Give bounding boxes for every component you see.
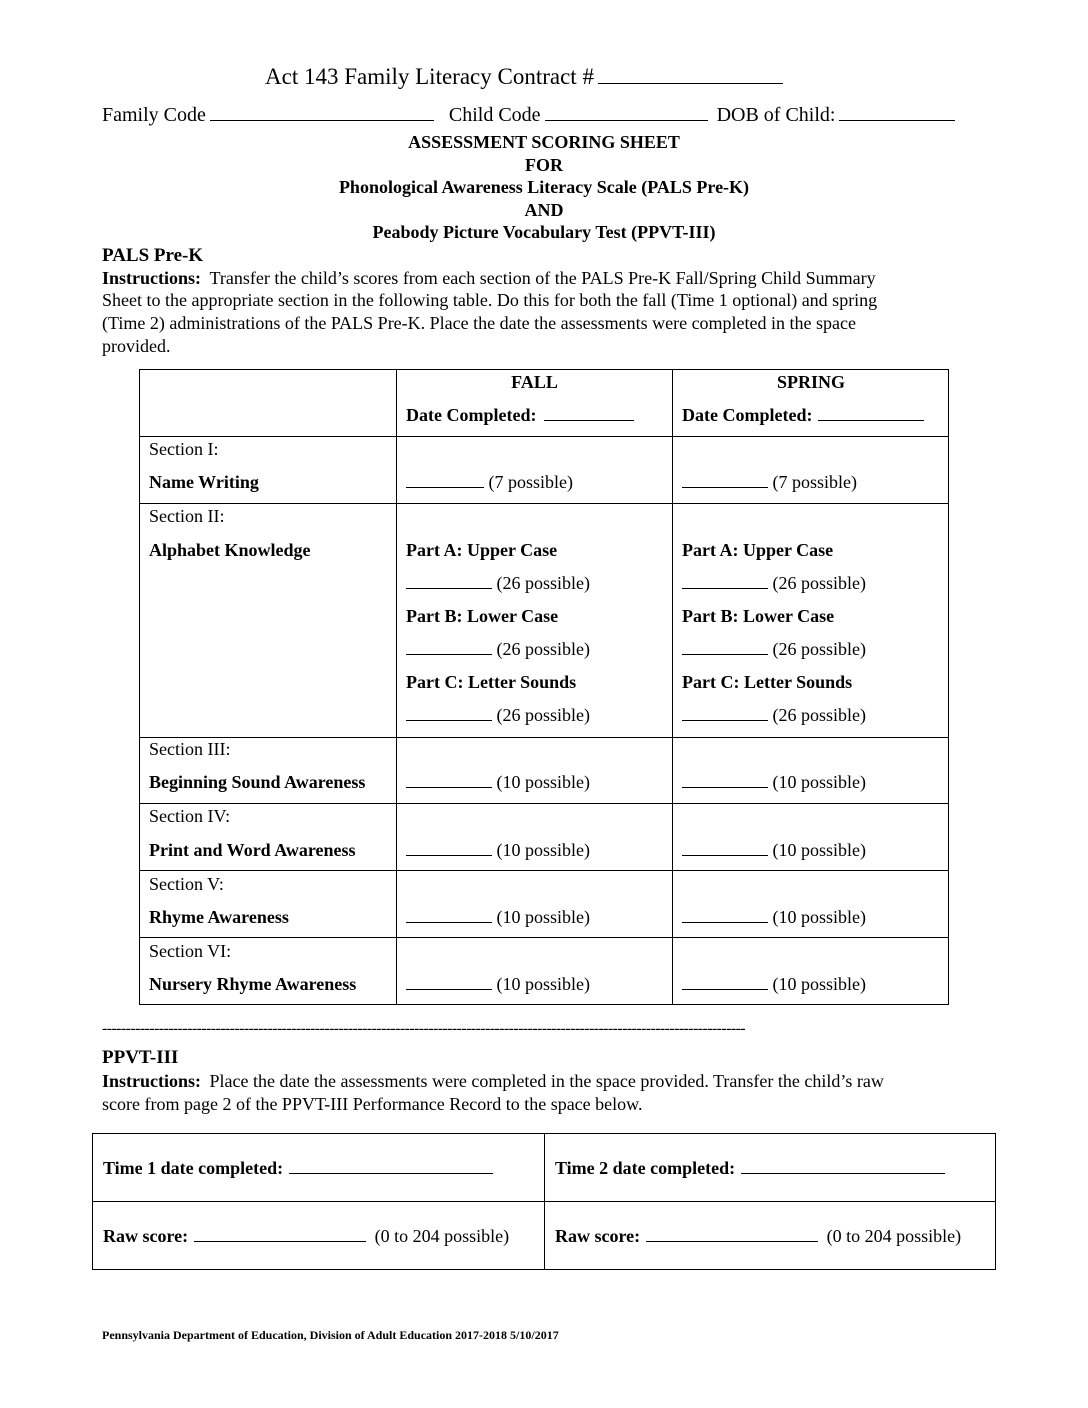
- raw-score-label: Raw score:: [103, 1226, 189, 1246]
- section-5-name: Rhyme Awareness: [149, 907, 289, 927]
- ppvt-instructions-1: [102, 1071, 884, 1092]
- pals-row-divider: [139, 870, 949, 871]
- child-code-field[interactable]: [545, 119, 708, 121]
- possible-label: (26 possible): [772, 639, 866, 659]
- spring-part-c-label: Part C: Letter Sounds: [682, 672, 853, 692]
- score-field[interactable]: [682, 854, 768, 856]
- possible-label: (7 possible): [772, 472, 857, 492]
- section-2-label: Section II:: [149, 506, 225, 526]
- possible-label: (26 possible): [496, 639, 590, 659]
- time1-date-field[interactable]: [289, 1172, 493, 1174]
- score-field[interactable]: [406, 486, 484, 488]
- section-6-fall-score: [406, 974, 590, 994]
- section-4-label: Section IV:: [149, 806, 231, 826]
- section-6-name: Nursery Rhyme Awareness: [149, 974, 357, 994]
- section-2-name: Alphabet Knowledge: [149, 540, 311, 560]
- ppvt-heading: PPVT-III: [102, 1047, 179, 1068]
- time2-raw-score: [555, 1226, 961, 1246]
- section-5-fall-score: [406, 907, 590, 927]
- pals-row-divider: [139, 737, 949, 738]
- section-3-name: Beginning Sound Awareness: [149, 772, 366, 792]
- possible-label: (26 possible): [496, 705, 590, 725]
- codes-line: [102, 104, 955, 127]
- pals-row-divider: [139, 503, 949, 504]
- contract-line: [265, 64, 783, 90]
- score-field[interactable]: [406, 587, 492, 589]
- spring-date-completed: [682, 405, 924, 425]
- spring-header: SPRING: [776, 372, 845, 392]
- title-line-1: ASSESSMENT SCORING SHEET: [408, 132, 680, 152]
- score-field[interactable]: [406, 921, 492, 923]
- fall-header: FALL: [511, 372, 558, 392]
- section-1-name: Name Writing: [149, 472, 259, 492]
- footer-text: Pennsylvania Department of Education, Division of Adult Education 2017-2018 5/10/2017: [102, 1328, 559, 1342]
- time2-date-completed: [555, 1158, 945, 1178]
- score-field[interactable]: [406, 653, 492, 655]
- pals-instructions-text-1: Transfer the child’s scores from each section of the PALS Pre-K Fall/Spring Child Summary: [209, 268, 876, 288]
- ppvt-instructions-2: score from page 2 of the PPVT-III Performance Record to the space below.: [102, 1094, 643, 1114]
- pals-row-divider: [139, 803, 949, 804]
- time2-date-field[interactable]: [741, 1172, 945, 1174]
- time1-date-completed: [103, 1158, 493, 1178]
- section-1-label: Section I:: [149, 439, 219, 459]
- title-line-3: Phonological Awareness Literacy Scale (PALS Pre-K): [338, 177, 750, 197]
- pals-instructions-4: provided.: [102, 336, 171, 356]
- section-4-spring-score: [682, 840, 866, 860]
- fall-part-c-score: [406, 705, 590, 725]
- fall-part-a-label: Part A: Upper Case: [406, 540, 558, 560]
- title-line-2: FOR: [525, 155, 563, 175]
- possible-label: (26 possible): [496, 573, 590, 593]
- child-code-label: Child Code: [448, 104, 541, 126]
- section-6-spring-score: [682, 974, 866, 994]
- pals-col-divider-2: [672, 369, 673, 1005]
- possible-label: (10 possible): [496, 974, 590, 994]
- pals-row-divider: [139, 937, 949, 938]
- score-field[interactable]: [682, 719, 768, 721]
- raw-score-range: (0 to 204 possible): [826, 1226, 962, 1246]
- title-line-5: Peabody Picture Vocabulary Test (PPVT-III): [372, 222, 716, 242]
- section-1-fall-score: [406, 472, 573, 492]
- possible-label: (10 possible): [772, 772, 866, 792]
- section-4-fall-score: [406, 840, 590, 860]
- score-field[interactable]: [682, 653, 768, 655]
- section-4-name: Print and Word Awareness: [149, 840, 356, 860]
- ppvt-row-divider: [92, 1201, 996, 1202]
- separator-line: ----------------------------------------------------------------------------------------------------------------------------------------: [102, 1020, 746, 1037]
- fall-part-a-score: [406, 573, 590, 593]
- section-3-label: Section III:: [149, 739, 231, 759]
- possible-label: (10 possible): [772, 974, 866, 994]
- time1-raw-score-field[interactable]: [194, 1240, 366, 1242]
- possible-label: (26 possible): [772, 705, 866, 725]
- title-line-4: AND: [524, 200, 564, 220]
- spring-part-b-label: Part B: Lower Case: [682, 606, 835, 626]
- fall-date-completed: [406, 405, 634, 425]
- fall-part-c-label: Part C: Letter Sounds: [406, 672, 577, 692]
- pals-instructions-1: [102, 268, 876, 289]
- score-field[interactable]: [406, 719, 492, 721]
- time1-raw-score: [103, 1226, 509, 1246]
- dob-label: DOB of Child:: [716, 104, 836, 126]
- fall-date-label: Date Completed:: [406, 405, 537, 425]
- possible-label: (26 possible): [772, 573, 866, 593]
- section-1-spring-score: [682, 472, 857, 492]
- pals-row-divider: [139, 436, 949, 437]
- spring-part-b-score: [682, 639, 866, 659]
- time1-label: Time 1 date completed:: [103, 1158, 284, 1178]
- score-field[interactable]: [682, 587, 768, 589]
- pals-col-divider-1: [396, 369, 397, 1005]
- section-5-label: Section V:: [149, 874, 224, 894]
- score-field[interactable]: [406, 786, 492, 788]
- fall-part-b-label: Part B: Lower Case: [406, 606, 559, 626]
- ppvt-instructions-text-1: Place the date the assessments were completed in the space provided. Transfer the child’s raw: [209, 1071, 884, 1091]
- possible-label: (10 possible): [496, 907, 590, 927]
- pals-heading: PALS Pre-K: [102, 245, 204, 266]
- family-code-label: Family Code: [102, 104, 206, 126]
- fall-date-field[interactable]: [544, 419, 634, 421]
- spring-part-c-score: [682, 705, 866, 725]
- possible-label: (10 possible): [772, 907, 866, 927]
- ppvt-instructions-label: Instructions:: [102, 1071, 202, 1091]
- score-field[interactable]: [406, 988, 492, 990]
- spring-part-a-score: [682, 573, 866, 593]
- contract-number-field[interactable]: [598, 82, 783, 84]
- time2-raw-score-field[interactable]: [646, 1240, 818, 1242]
- section-6-label: Section VI:: [149, 941, 232, 961]
- fall-part-b-score: [406, 639, 590, 659]
- spring-part-a-label: Part A: Upper Case: [682, 540, 834, 560]
- score-field[interactable]: [682, 921, 768, 923]
- time2-label: Time 2 date completed:: [555, 1158, 736, 1178]
- dob-field[interactable]: [839, 119, 955, 121]
- possible-label: (10 possible): [772, 840, 866, 860]
- raw-score-range: (0 to 204 possible): [374, 1226, 510, 1246]
- section-3-fall-score: [406, 772, 590, 792]
- family-code-field[interactable]: [210, 119, 434, 121]
- possible-label: (10 possible): [496, 772, 590, 792]
- score-field[interactable]: [682, 786, 768, 788]
- score-field[interactable]: [682, 486, 768, 488]
- contract-label: Act 143 Family Literacy Contract #: [265, 64, 594, 89]
- possible-label: (7 possible): [488, 472, 573, 492]
- section-5-spring-score: [682, 907, 866, 927]
- pals-instructions-label: Instructions:: [102, 268, 202, 288]
- possible-label: (10 possible): [496, 840, 590, 860]
- spring-date-field[interactable]: [818, 419, 924, 421]
- score-field[interactable]: [682, 988, 768, 990]
- spring-date-label: Date Completed:: [682, 405, 813, 425]
- raw-score-label: Raw score:: [555, 1226, 641, 1246]
- section-3-spring-score: [682, 772, 866, 792]
- score-field[interactable]: [406, 854, 492, 856]
- pals-instructions-3: (Time 2) administrations of the PALS Pre-K. Place the date the assessments were completed in the space: [102, 313, 857, 333]
- pals-instructions-2: Sheet to the appropriate section in the following table. Do this for both the fall (Time 1 optional) and spring: [102, 290, 878, 310]
